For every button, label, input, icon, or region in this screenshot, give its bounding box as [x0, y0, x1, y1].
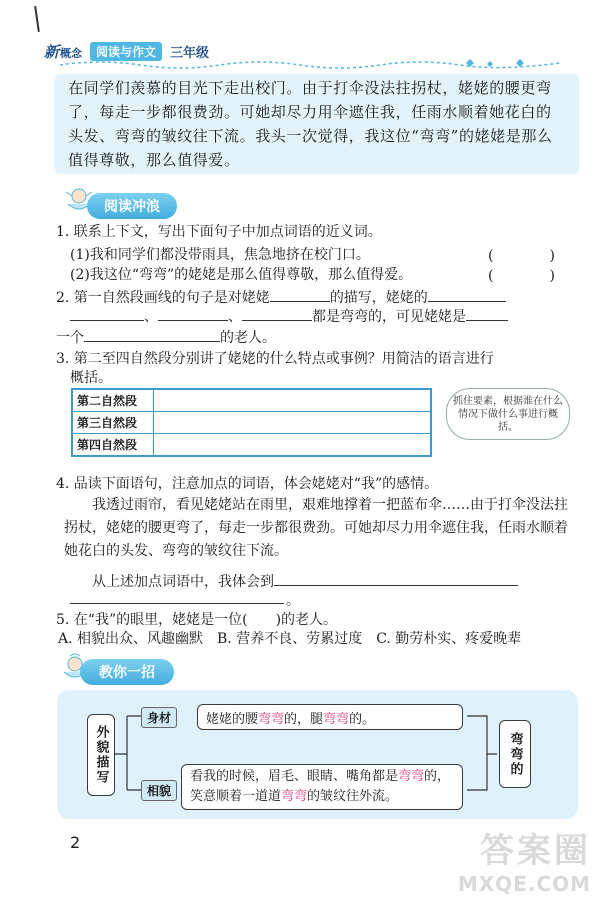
answer-paren-1[interactable]: ( ): [488, 248, 555, 264]
looks-description: [181, 764, 463, 810]
row-label: 第二自然段: [72, 389, 154, 412]
q2-text-3: 都是弯弯的，可见姥姥是: [312, 309, 466, 325]
grade-label: 三年级: [170, 45, 210, 61]
text: 姥姥的腰: [206, 711, 259, 727]
question-2-line-1: [56, 287, 506, 308]
section-banner-reading: 阅读冲浪: [87, 193, 177, 219]
question-2-line-3: [56, 327, 276, 348]
tag-build: 身材: [141, 707, 177, 728]
blank-field[interactable]: [242, 306, 312, 321]
blank-field[interactable]: [70, 589, 284, 604]
description-diagram: [57, 690, 578, 819]
appearance-box: 外貌描写: [87, 714, 115, 796]
text: 的，腿: [284, 711, 324, 727]
question-4-stem: 4. 品读下面语句，注意加点的词语，体会姥姥对“我”的感情。: [56, 476, 439, 492]
blank-field[interactable]: [270, 287, 330, 302]
build-description: [197, 704, 463, 730]
text: 笑意顺着一道道: [190, 789, 282, 804]
blank-field[interactable]: [274, 571, 518, 586]
question-4-excerpt: 我透过雨帘，看见姥姥站在雨里，艰难地撑着一把蓝布伞……由于打伞没法拄拐杖，姥姥的腰更弯了，每走一步都很费劲。可她却尽力用伞遮住我，任雨水顺着她花白的头发、弯弯的皱纹往下流。: [64, 497, 568, 559]
hint-cloud: 抓住要素，根据谁在什么情况下做什么事进行概括。: [446, 388, 570, 440]
blank-field[interactable]: [428, 287, 506, 302]
answer-cell[interactable]: [154, 412, 432, 434]
text: 的，: [424, 769, 451, 784]
question-3-stem: 3. 第二至四自然段分别讲了姥姥的什么特点或事例？用简洁的语言进行: [56, 351, 494, 367]
q2-text-1: 2. 第一自然段画线的句子是对姥姥: [56, 290, 270, 306]
text: 的皱纹往外流。: [307, 789, 399, 804]
section-banner-tips: 教你一招: [80, 659, 174, 685]
summary-table: [71, 388, 432, 457]
question-1-stem: 1. 联系上下文，写出下面句子中加点词语的近义词。: [56, 224, 382, 240]
question-1-item-2: (2)我这位“弯弯”的姥姥是那么值得尊敬，那么值得爱。: [70, 267, 413, 283]
q2-text-5: 的老人。: [220, 330, 276, 346]
question-3-stem-2: 概括。: [70, 370, 112, 386]
question-2-line-2: [70, 306, 508, 327]
row-label: 第三自然段: [72, 412, 154, 434]
watermark-url: MXQE.COM: [457, 872, 591, 896]
row-label: 第四自然段: [72, 434, 154, 457]
q4-lead: 从上述加点词语中，我体会到: [92, 574, 274, 590]
q2-sep: 、: [228, 309, 242, 325]
answer-cell[interactable]: [154, 434, 432, 457]
question-5-stem: 5. 在“我”的眼里，姥姥是一位( )的老人。: [56, 612, 338, 628]
text: 看我的时候，眉毛、眼睛、嘴角都是: [190, 769, 399, 784]
answer-cell[interactable]: [154, 389, 432, 412]
answer-paren-2[interactable]: ( ): [488, 268, 555, 284]
q2-text-2: 的描写，姥姥的: [329, 290, 428, 306]
page-number: 2: [70, 833, 81, 852]
highlight: 弯弯: [281, 789, 308, 804]
blank-field[interactable]: [158, 306, 228, 321]
highlight: 弯弯: [323, 711, 350, 727]
blank-field[interactable]: [84, 327, 220, 342]
blank-field[interactable]: [466, 306, 508, 321]
pen-mark: [34, 6, 40, 32]
q4-period: 。: [286, 593, 300, 609]
passage-excerpt: 在同学们羡慕的目光下走出校门。由于打伞没法拄拐杖，姥姥的腰更弯了，每走一步都很费劲。可她却尽力用伞遮住我，任雨水顺着她花白的头发、弯弯的皱纹往下流。我头一次觉得，我这位“弯弯”的姥姥是那么值得尊敬，那么值得爱。: [54, 74, 579, 174]
q2-sep: 、: [144, 309, 158, 325]
tag-looks: 相貌: [141, 780, 177, 801]
header-decoration: [60, 57, 560, 71]
watermark-title: 答案圈: [480, 831, 591, 871]
curved-box: 弯弯的: [499, 720, 531, 788]
watermark: [458, 823, 591, 896]
looks-line-2: [190, 787, 398, 807]
text: 的。: [349, 711, 376, 727]
highlight: 弯弯: [398, 769, 425, 784]
question-1-item-1: (1)我和同学们都没带雨具，焦急地挤在校门口。: [70, 247, 370, 263]
series-logo: 新概念: [44, 42, 83, 61]
question-5-options: A. 相貌出众、风趣幽默 B. 营养不良、劳累过度 C. 勤劳朴实、疼爱晚辈: [58, 631, 522, 647]
highlight: 弯弯: [258, 711, 285, 727]
q2-text-4: 一个: [56, 330, 84, 346]
looks-line-1: [190, 767, 450, 787]
series-title: 阅读与作文: [90, 42, 162, 61]
blank-field[interactable]: [70, 306, 144, 321]
